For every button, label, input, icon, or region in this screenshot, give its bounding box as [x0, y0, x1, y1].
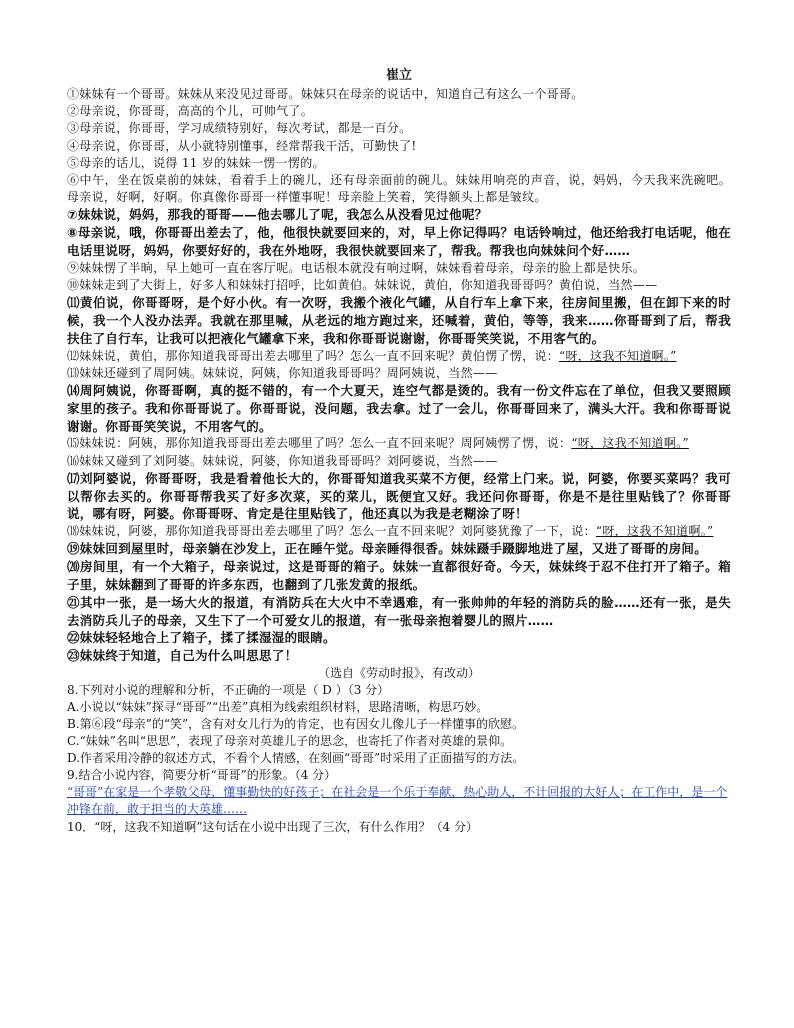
paragraph: [67, 103, 731, 120]
paragraph-text: ⒃妹妹又碰到了刘阿婆。妹妹说，阿婆，你知道我哥哥吗？刘阿婆说，当然——: [67, 453, 498, 468]
underlined-quote: “呀，这我不知道啊。”: [559, 348, 677, 363]
paragraph-text: ⑤母亲的话儿，说得 11 岁的妹妹一愣一愣的。: [67, 155, 325, 170]
paragraph: [67, 540, 731, 558]
paragraph: [67, 172, 731, 206]
paragraph-text: ⒁周阿姨说，你哥哥啊，真的挺不错的，有一个大夏天，连空气都是烫的。我有一份文件忘在了单位，但我又要照顾家里的孩子。我和你哥哥说了。你哥哥说，没问题，我去拿。过了一会儿，你哥哥回来了，满头大汗。我和你哥哥说谢谢。你哥哥笑笑说，不用客气的。: [67, 383, 731, 434]
paragraph-text: ⑥中午，坐在饭桌前的妹妹，看着手上的碗儿，还有母亲面前的碗儿。妹妹用响亮的声音，说，妈妈，今天我来洗碗吧。母亲说，好啊，好啊。你真像你哥哥一样懂事呢！母亲脸上笑着，笑得额头上都是皱纹。: [67, 173, 731, 205]
paragraph: [67, 470, 731, 523]
paragraph-text: ②母亲说，你哥哥，高高的个儿，可帅气了。: [67, 104, 314, 119]
paragraph-text: ④母亲说，你哥哥，从小就特别懂事，经常帮我干活，可勤快了!: [67, 138, 417, 153]
paragraph-text: ⑦妹妹说，妈妈，那我的哥哥——他去哪儿了呢，我怎么从没看见过他呢？: [67, 207, 488, 223]
underlined-quote: “呀，这我不知道啊。”: [595, 524, 714, 539]
paragraph: [67, 224, 731, 260]
source-note: （选自《劳动时报》，有改动）: [317, 665, 480, 680]
paragraph-text: ⑧母亲说，哦，你哥哥出差去了，他，他很快就要回来的，对，早上你记得吗？电话铃响过，他还给我打电话呢，他在电话里说呀，妈妈，你要好好的，我在外地呀，我很快就要回来了，帮我。帮我也向妹妹问个好……: [67, 225, 731, 259]
paragraph-text: ⒇房间里，有一个大箱子，母亲说过，这是哥哥的箱子。妹妹一直都很好奇。今天，妹妹终于忍不住打开了箱子。箱子里，妹妹翻到了哥哥的许多东西，也翻到了几张发黄的报纸。: [67, 559, 731, 592]
paragraph: [67, 260, 731, 277]
paragraph-text: ⑲妹妹回到屋里时，母亲躺在沙发上，正在睡午觉。母亲睡得很香。妹妹蹑手蹑脚地进了屋，又进了哥哥的房间。: [67, 541, 708, 557]
question-8-option-c: C.“妹妹”名叫“思思”，表现了母亲对英雄儿子的思念，也寄托了作者对英雄的景仰。: [67, 733, 513, 748]
paragraph: [67, 382, 731, 435]
question-10: 10．“呀，这我不知道啊”这句话在小说中出现了三次，有什么作用？（4 分）: [67, 819, 478, 834]
paragraph: [67, 206, 731, 224]
paragraph-text: ⒅妹妹说，阿婆，那你知道我哥哥出差去哪里了吗？怎么一直不回来呢？刘阿婆犹豫了一下，说：: [67, 524, 596, 539]
question-9: 9.结合小说内容，简要分析“哥哥”的形象。（4 分）: [67, 767, 337, 782]
paragraph-text: ⑩妹妹走到了大街上，好多人和妹妹打招呼，比如黄伯。妹妹说，黄伯，你知道我哥哥吗？黄伯说，当然——: [67, 278, 658, 293]
question-9-answer: [67, 784, 731, 819]
paragraph: [67, 120, 731, 137]
question-8: 8.下列对小说的理解和分析，不正确的一项是（ D ）（3 分）: [67, 682, 390, 697]
paragraph: [67, 523, 731, 540]
author-title: 崔立: [385, 68, 412, 83]
answer-text: “哥哥”在家是一个孝敬父母，懂事勤快的好孩子；在社会是一个乐于奉献，热心助人，不计回报的大好人；在工作中，是一个冲锋在前，敢于担当的大英雄……: [67, 784, 728, 817]
paragraph-text: ⒄刘阿婆说，你哥哥呀，我是看着他长大的，你哥哥知道我买菜不方便，经常上门来。说，阿婆，你要买菜吗？我可以帮你去买的。你哥哥帮我买了好多次菜，买的菜儿，既便宜又好。我还问你哥哥，你是不是往里贴钱了？你哥哥说，哪有呀，阿婆。你哥哥呀、肯定是往里贴钱了，他还真以为我是老糊涂了呀！: [67, 470, 731, 522]
story-body: [67, 86, 731, 665]
question-8-option-a: A.小说以“妹妹”探寻“哥哥”“出差”真相为线索组织材料，思路清晰，构思巧妙。: [67, 699, 489, 714]
paragraph: [67, 348, 731, 365]
paragraph: [67, 365, 731, 382]
paragraph: [67, 558, 731, 594]
paragraph-text: ⑿妹妹说，黄伯，那你知道我哥哥出差去哪里了吗？怎么一直不回来呢？黄伯愣了愣，说：: [67, 348, 560, 363]
paragraph: [67, 629, 731, 647]
paragraph: [67, 155, 731, 172]
question-8-option-d: D.作者采用冷静的叙述方式，不看个人情感，在刻画“哥哥”时采用了正面描写的方法。: [67, 750, 525, 765]
paragraph-text: ㉒妹妹轻轻地合上了箱子，揉了揉湿湿的眼睛。: [67, 630, 336, 646]
paragraph-text: ㉓妹妹终于知道，自己为什么叫思思了！: [67, 648, 298, 664]
paragraph: [67, 647, 731, 665]
paragraph: [67, 453, 731, 470]
underlined-quote: “呀，这我不知道啊。”: [571, 436, 689, 451]
paragraph-text: ③母亲说，你哥哥，学习成绩特别好，每次考试，都是一百分。: [67, 121, 412, 136]
paragraph: [67, 435, 731, 452]
paragraph-text: ⑾黄伯说，你哥哥呀，是个好小伙。有一次呀，我搬个液化气罐，从自行车上拿下来，往房间里搬，但在卸下来的时候，我一个人没办法弄。我就在那里喊，从老远的地方跑过来，还喊着，黄伯，等等，我来……你哥哥到了后，帮我扶住了自行车，让我可以把液化气罐拿下来，我和你哥哥说谢谢，你哥哥笑笑说，不用客气的。: [67, 295, 731, 346]
paragraph-text: ㉑其中一张，是一场大火的报道，有消防兵在大火中不幸遇难，有一张帅帅的年轻的消防兵的脸……还有一张，是失去消防兵儿子的母亲，又生下了一个可爱女儿的报道，有一张母亲抱着婴儿的照片……: [67, 594, 731, 628]
question-8-option-b: B.第⑥段“母亲”的“笑”，含有对女儿行为的肯定，也有因女儿像儿子一样懂事的欣慰。: [67, 716, 525, 731]
paragraph: [67, 594, 731, 630]
paragraph: [67, 138, 731, 155]
paragraph-text: ①妹妹有一个哥哥。妹妹从来没见过哥哥。妹妹只在母亲的说话中，知道自己有这么一个哥哥。: [67, 87, 584, 101]
paragraph: [67, 294, 731, 347]
document-page: [67, 68, 731, 836]
paragraph: [67, 86, 731, 103]
paragraph-text: ⒂妹妹说：阿姨，那你知道我哥哥出差去哪里了吗？怎么一直不回来呢？周阿姨愣了愣，说：: [67, 436, 572, 451]
paragraph-text: ⒀妹妹还碰到了周阿姨。妹妹说，阿姨，你知道我哥哥吗？周阿姨说，当然——: [67, 365, 498, 380]
paragraph: [67, 277, 731, 294]
paragraph-text: ⑨妹妹愣了半晌，早上她可一直在客厅呢。电话根本就没有响过啊，妹妹看着母亲，母亲的脸上都是快乐。: [67, 260, 646, 275]
